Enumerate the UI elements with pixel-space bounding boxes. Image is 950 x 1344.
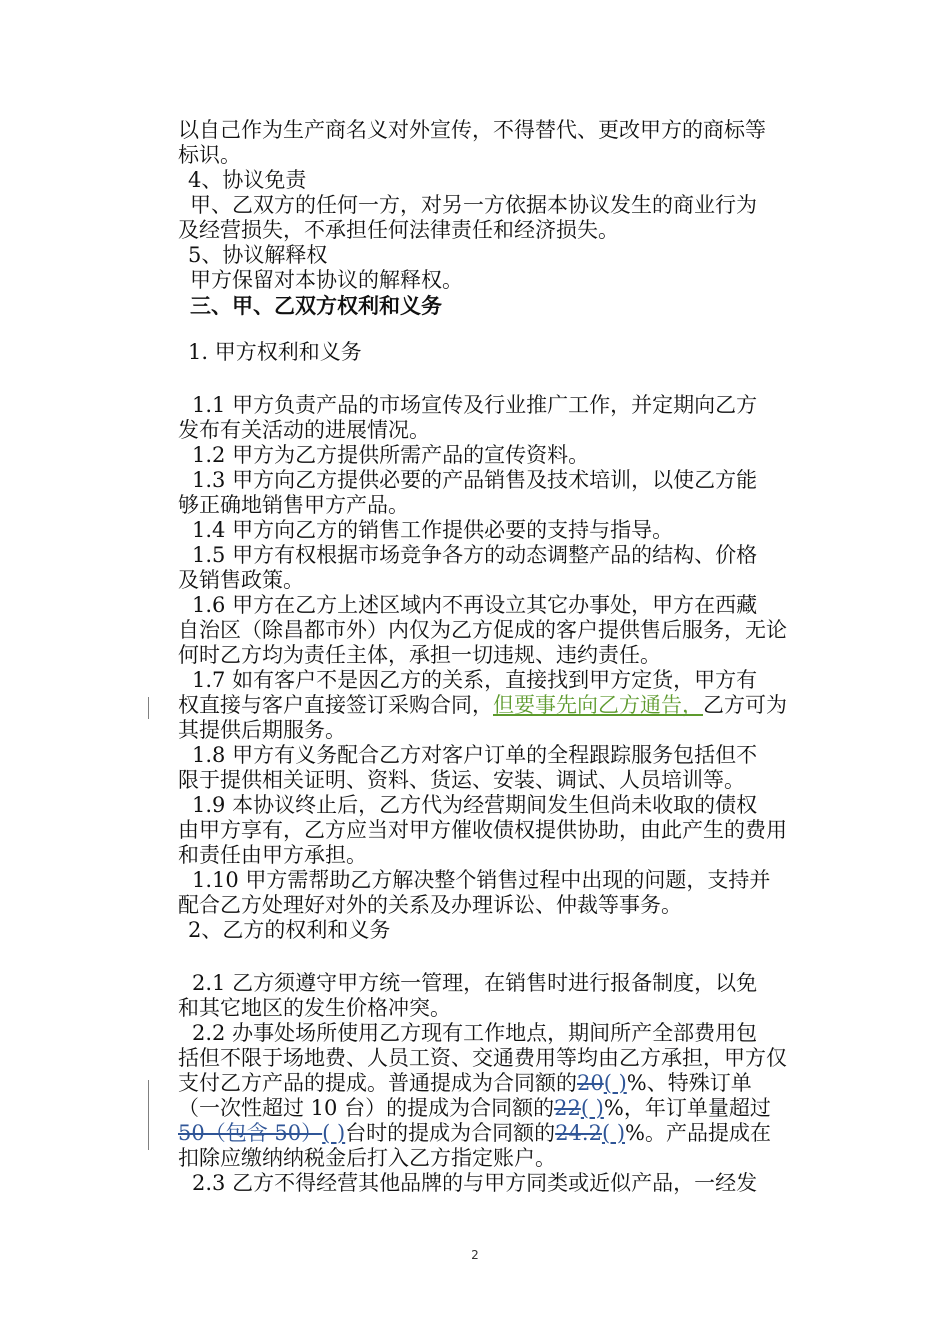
clause-line: 扣除应缴纳纳税金后打入乙方指定账户。: [178, 1146, 556, 1170]
subsection-heading: 1. 甲方权利和义务: [188, 340, 362, 364]
document-body: [178, 118, 810, 1196]
change-bar-2-2: [148, 1080, 149, 1150]
blank-field: ( ): [603, 1071, 627, 1095]
page-number: 2: [471, 1248, 479, 1262]
clause-line: 括但不限于场地费、人员工资、交通费用等均由乙方承担，甲方仅: [178, 1046, 787, 1070]
clause-1-6: 1.6 甲方在乙方上述区域内不再设立其它办事处，甲方在西藏: [192, 593, 758, 617]
clause-text: 支付乙方产品的提成。普通提成为合同额的: [178, 1071, 577, 1095]
paragraph-line: 及经营损失，不承担任何法律责任和经济损失。: [178, 218, 619, 242]
clause-1-3: 1.3 甲方向乙方提供必要的产品销售及技术培训，以使乙方能: [192, 468, 758, 492]
clause-line: 其提供后期服务。: [178, 718, 346, 742]
deleted-value: 22: [554, 1096, 581, 1120]
clause-line: [178, 1071, 810, 1096]
clause-text: （一次性超过 10 台）的提成为合同额的: [178, 1096, 555, 1120]
clause-text: 台时的提成为合同额的: [345, 1121, 556, 1145]
subsection-heading: 2、乙方的权利和义务: [188, 918, 391, 942]
paragraph-line: 标识。: [178, 143, 241, 167]
clause-line: 发布有关活动的进展情况。: [178, 418, 430, 442]
clause-text: 乙方可为: [703, 693, 787, 717]
clause-1-1: 1.1 甲方负责产品的市场宣传及行业推广工作，并定期向乙方: [192, 393, 758, 417]
change-bar-1-7: [148, 697, 149, 719]
deleted-value: 50（包含 50）: [178, 1121, 323, 1145]
blank-field: ( ): [580, 1096, 604, 1120]
clause-text: %。产品提成在: [625, 1121, 771, 1145]
clause-line: [178, 1096, 810, 1121]
paragraph-line: 以自己作为生产商名义对外宣传，不得替代、更改甲方的商标等: [178, 118, 766, 142]
clause-line: 和责任由甲方承担。: [178, 843, 367, 867]
clause-line: [178, 693, 810, 718]
clause-1-7: 1.7 如有客户不是因乙方的关系，直接找到甲方定货，甲方有: [192, 668, 758, 692]
clause-1-5: 1.5 甲方有权根据市场竞争各方的动态调整产品的结构、价格: [192, 543, 758, 567]
clause-2-2: 2.2 办事处场所使用乙方现有工作地点，期间所产全部费用包: [192, 1021, 758, 1045]
deleted-value: 20: [577, 1071, 604, 1095]
blank-field: ( ): [322, 1121, 346, 1145]
heading-disclaimer: 4、协议免责: [188, 168, 307, 192]
clause-line: 自治区（除昌都市外）内仅为乙方促成的客户提供售后服务，无论: [178, 618, 787, 642]
clause-2-3: 2.3 乙方不得经营其他品牌的与甲方同类或近似产品，一经发: [192, 1171, 758, 1195]
clause-line: 由甲方享有，乙方应当对甲方催收债权提供协助，由此产生的费用: [178, 818, 787, 842]
blank-field: ( ): [601, 1121, 626, 1145]
paragraph-line: 甲方保留对本协议的解释权。: [190, 268, 463, 292]
section-heading: 三、甲、乙双方权利和义务: [190, 293, 442, 318]
clause-line: 和其它地区的发生价格冲突。: [178, 996, 451, 1020]
paragraph-line: 甲、乙双方的任何一方，对另一方依据本协议发生的商业行为: [190, 193, 757, 217]
clause-1-8: 1.8 甲方有义务配合乙方对客户订单的全程跟踪服务包括但不: [192, 743, 758, 767]
inserted-text: 但要事先向乙方通告，: [493, 693, 703, 717]
clause-line: 限于提供相关证明、资料、货运、安装、调试、人员培训等。: [178, 768, 745, 792]
clause-line: 配合乙方处理好对外的关系及办理诉讼、仲裁等事务。: [178, 893, 682, 917]
clause-line: 够正确地销售甲方产品。: [178, 493, 409, 517]
clause-line: [178, 1121, 810, 1146]
clause-text: %、特殊订单: [626, 1071, 752, 1095]
heading-interpretation: 5、协议解释权: [188, 243, 328, 267]
deleted-value: 24.2: [555, 1121, 602, 1145]
clause-1-2: 1.2 甲方为乙方提供所需产品的宣传资料。: [192, 443, 590, 467]
clause-text: %，年订单量超过: [603, 1096, 771, 1120]
clause-1-4: 1.4 甲方向乙方的销售工作提供必要的支持与指导。: [192, 518, 674, 542]
clause-text: 权直接与客户直接签订采购合同，: [178, 693, 493, 717]
clause-line: 何时乙方均为责任主体，承担一切违规、违约责任。: [178, 643, 661, 667]
clause-line: 及销售政策。: [178, 568, 304, 592]
clause-1-10: 1.10 甲方需帮助乙方解决整个销售过程中出现的问题，支持并: [192, 868, 771, 892]
clause-1-9: 1.9 本协议终止后，乙方代为经营期间发生但尚未收取的债权: [192, 793, 758, 817]
clause-2-1: 2.1 乙方须遵守甲方统一管理，在销售时进行报备制度，以免: [192, 971, 758, 995]
